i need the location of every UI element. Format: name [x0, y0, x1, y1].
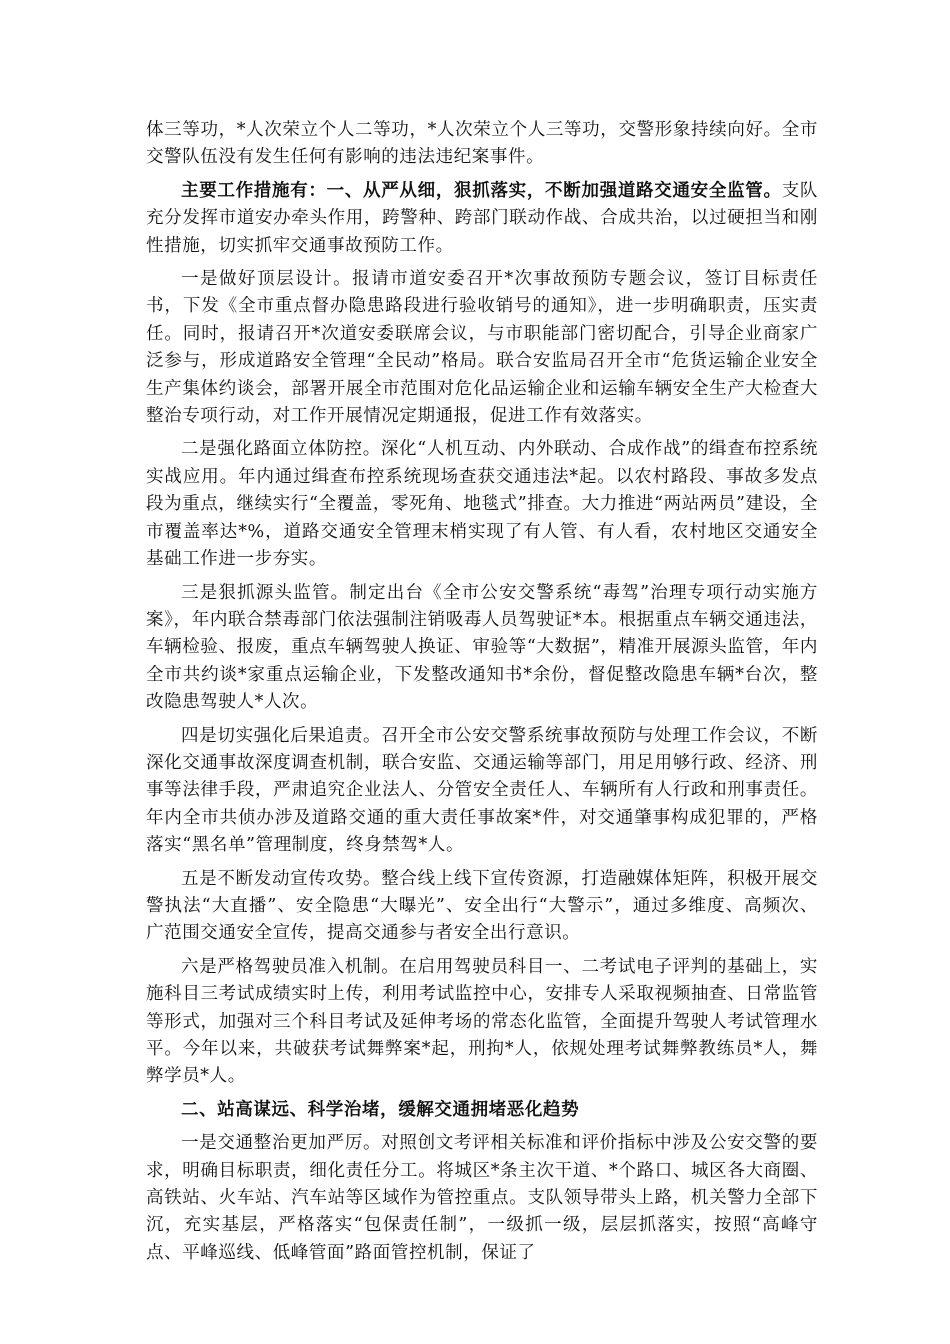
paragraph-main-measures	[146, 178, 818, 260]
paragraph-accountability: 四是切实强化后果追责。召开全市公安交警系统事故预防与处理工作会议，不断深化交通事故深度调查机制，联合安监、交通运输等部门，用足用够行政、经济、刑事等法律手段，严肃追究企业法人、分管安全责任人、车辆所有人行政和刑事责任。年内全市共侦办涉及道路交通的重大责任事故案*件，对交通肇事构成犯罪的，严格落实“黑名单”管理制度，终身禁驾*人。	[146, 725, 818, 856]
paragraph-source-supervision: 三是狠抓源头监管。制定出台《全市公安交警系统“毒驾”治理专项行动实施方案》，年内联合禁毒部门依法强制注销吸毒人员驾驶证*本。根据重点车辆交通违法，车辆检验、报废，重点车辆驾驶人换证、审验等“大数据”，精准开展源头监管，年内全市共约谈*家重点运输企业，下发整改通知书*余份，督促整改隐患车辆*台次，整改隐患驾驶人*人次。	[146, 582, 818, 713]
paragraph-traffic-rectification: 一是交通整治更加严厉。对照创文考评相关标准和评价指标中涉及公安交警的要求，明确目标职责，细化责任分工。将城区*条主次干道、*个路口、城区各大商圈、高铁站、火车站、汽车站等区域作为管控重点。支队领导带头上路，机关警力全部下沉，充实基层，严格落实“包保责任制”，一级抓一级，层层抓落实，按照“高峰守点、平峰巡线、低峰管面”路面管控机制，保证了	[146, 1133, 818, 1263]
paragraph-top-design: 一是做好顶层设计。报请市道安委召开*次事故预防专题会议，签订目标责任书，下发《全市重点督办隐患路段进行验收销号的通知》，进一步明确职责，压实责任。同时，报请召开*次道安委联席会议，与市职能部门密切配合，引导企业商家广泛参与，形成道路安全管理“全民动”格局。联合安监局召开全市“危货运输企业安全生产集体约谈会，部署开展全市范围对危化品运输企业和运输车辆安全生产大检查大整治专项行动，对工作开展情况定期通报，促进工作有效落实。	[146, 269, 818, 427]
paragraph-awards: 体三等功，*人次荣立个人二等功，*人次荣立个人三等功，交警形象持续向好。全市交警队伍没有发生任何有影响的违法违纪案事件。	[146, 120, 818, 168]
paragraph-road-control: 二是强化路面立体防控。深化“人机互动、内外联动、合成作战”的缉查布控系统实战应用。年内通过缉查布控系统现场查获交通违法*起。以农村路段、事故多发点段为重点，继续实行“全覆盖，零死角、地毯式”排查。大力推进“两站两员”建设，全市覆盖率达*%，道路交通安全管理末梢实现了有人管、有人看，农村地区交通安全基础工作进一步夯实。	[146, 439, 818, 570]
paragraph-driver-admission: 六是严格驾驶员准入机制。在启用驾驶员科目一、二考试电子评判的基础上，实施科目三考试成绩实时上传，利用考试监控中心，安排专人采取视频抽查、日常监管等形式，加强对三个科目考试及延伸考场的常态化监管，全面提升驾驶人考试管理水平。今年以来，共破获考试舞弊案*起，刑拘*人，依规处理考试舞弊教练员*人，舞弊学员*人。	[146, 956, 818, 1087]
document-page	[146, 117, 818, 1273]
section-heading-2: 二、站高谋远、科学治堵，缓解交通拥堵恶化趋势	[181, 1099, 580, 1120]
section-1-intro: 支队充分发挥市道安办牵头作用，跨警种、跨部门联动作战、合成共治，以过硬担当和刚性措施，切实抓牢交通事故预防工作。	[146, 180, 818, 256]
section-heading-1: 主要工作措施有：一、从严从细，狠抓落实，不断加强道路交通安全监管。	[181, 180, 782, 201]
paragraph-publicity: 五是不断发动宣传攻势。整合线上线下宣传资源，打造融媒体矩阵，积极开展交警执法“大直播”、安全隐患“大曝光”、安全出行“大警示”，通过多维度、高频次、广范围交通安全宣传，提高交通参与者安全出行意识。	[146, 868, 818, 944]
